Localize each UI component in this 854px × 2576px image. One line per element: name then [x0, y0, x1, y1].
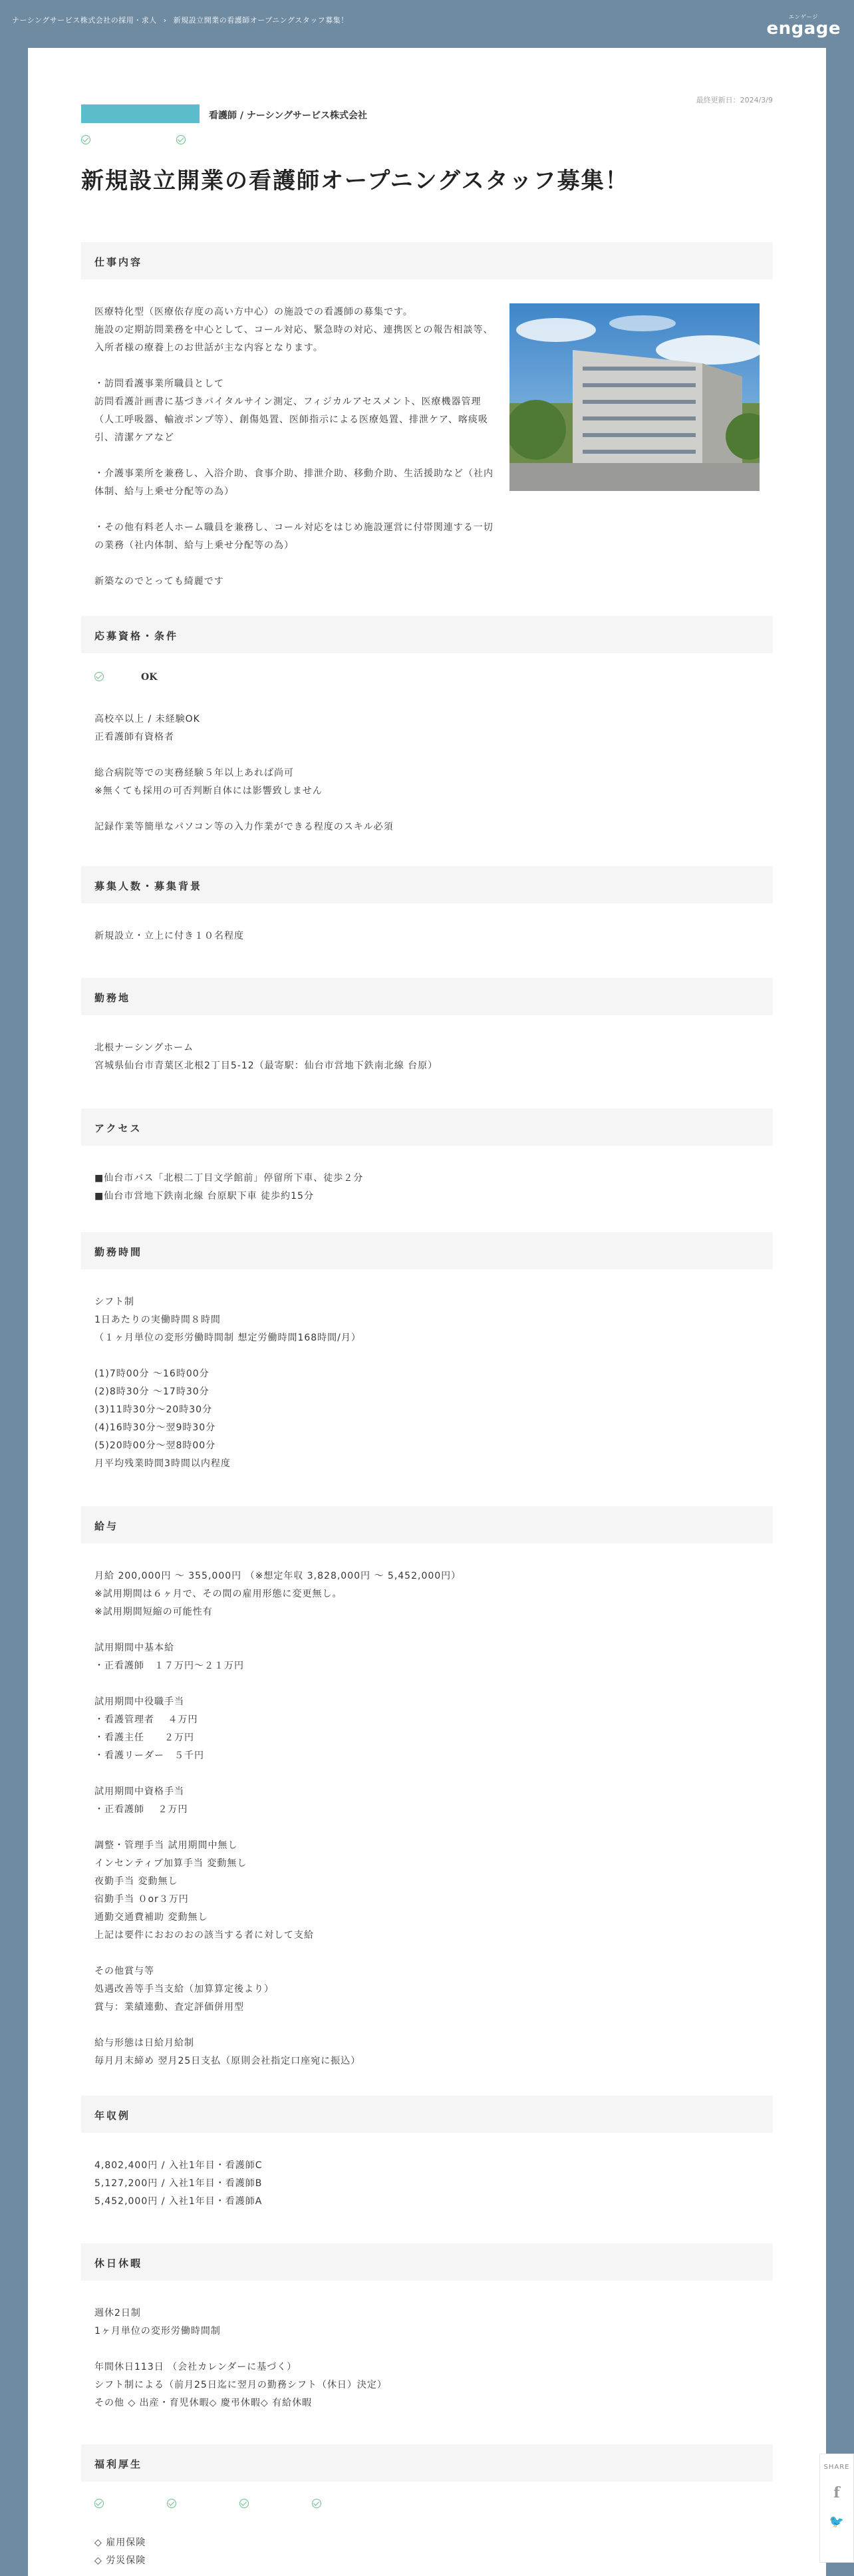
- section-heading-label: 募集人数・募集背景: [94, 880, 203, 892]
- section-heading-label: 給与: [94, 1520, 119, 1532]
- logo-katakana: エンゲージ: [788, 14, 819, 20]
- ok-label: OK: [141, 672, 158, 683]
- share-label: SHARE: [823, 2464, 850, 2471]
- check-icon: [81, 135, 90, 144]
- section-heading-welfare: [81, 2444, 773, 2482]
- location-text: 北根ナーシングホーム 宮城県仙台市青葉区北根2丁目5-12（最寄駅：仙台市営地下鉄南北線 台原）: [94, 1043, 438, 1071]
- section-heading-holidays: [81, 2243, 773, 2281]
- facebook-icon[interactable]: f: [833, 2484, 840, 2501]
- salary-text: 月給 200,000円 〜 355,000円 （※想定年収 3,828,000円 〜 5,452,000円） ※試用期間は６ヶ月で、その間の雇用形態に変更無し。 ※試用期間短縮の可能性有 試用期間中基本給 ・正看護師 １７万円〜２１万円 試用期間中役職手当 ・看護管理者 ４万円 ・看護主任 ２万円 ・看護リーダー ５千円 試用期間中資格手当 ・正看護師 ２万円 調整・管理手当 試用期間中無し インセンティブ加算手当 変動無し 夜勤手当 変動無し 宿勤手当 ０or３万円 通勤交通費補助 変動無し 上記は要件におおのおの該当する者に対して支給 その他賞与等 処遇改善等手当支給（加算算定後より） 賞与：業績連動、査定評価併用型 給与形態は日給月給制 毎月月末締め 翌月25日支払（原則会社指定口座宛に振込）: [94, 1571, 462, 2066]
- check-icon: [167, 2499, 176, 2508]
- ok-feature-row: [94, 672, 158, 684]
- section-heading-hours: [81, 1232, 773, 1269]
- section-heading-label: 休日休暇: [94, 2257, 143, 2269]
- job-card: [28, 48, 826, 2576]
- last-updated: 最終更新日：2024/3/9: [696, 96, 773, 104]
- section-heading-qualifications: [81, 616, 773, 653]
- feature-checks: [81, 134, 186, 147]
- annual-income-text: 4,802,400円 / 入社1年目・看護師C 5,127,200円 / 入社1年目・看護師B 5,452,000円 / 入社1年目・看護師A: [94, 2160, 263, 2207]
- section-heading-label: 応募資格・条件: [94, 630, 179, 642]
- section-heading-label: 福利厚生: [94, 2458, 143, 2470]
- check-icon: [312, 2499, 321, 2508]
- breadcrumb: [12, 15, 349, 25]
- page-title: 新規設立開業の看護師オープニングスタッフ募集！: [81, 168, 629, 194]
- section-heading-access: [81, 1108, 773, 1146]
- share-panel: [819, 2454, 854, 2563]
- check-icon: [94, 2499, 104, 2508]
- description-text: 医療特化型（医療依存度の高い方中心）の施設での看護師の募集です。 施設の定期訪問業務を中心として、コール対応、緊急時の対応、連携医との報告相談等、入所者様の療養上のお世話が主な内容となります。 ・訪問看護事業所職員として 訪問看護計画書に基づきバイタルサイン測定、フィジカルアセスメント、医療機器管理（人工呼吸器、輸液ポンプ等）、創傷処置、医師指示による医療処置、排泄ケア、喀痰吸引、清潔ケアなど ・介護事業所を兼務し、入浴介助、食事介助、排泄介助、移動介助、生活援助など（社内体制、給与上乗せ分配等の為） ・その他有料老人ホーム職員を兼務し、コール対応をはじめ施設運営に付帯関連する一切の業務（社内体制、給与上乗せ分配等の為） 新築なのでとっても綺麗です: [94, 307, 494, 587]
- section-heading-label: 年収例: [94, 2110, 131, 2122]
- welfare-text: ◇ 雇用保険 ◇ 労災保険: [94, 2537, 146, 2566]
- breadcrumb-separator: ›: [163, 16, 167, 25]
- facility-photo: [509, 303, 760, 491]
- check-icon: [176, 135, 186, 144]
- breadcrumb-company-link[interactable]: ナーシングサービス株式会社の採用・求人: [12, 16, 157, 25]
- section-heading-label: 勤務地: [94, 992, 131, 1004]
- section-heading-description: [81, 242, 773, 279]
- breadcrumb-current: 新規設立開業の看護師オープニングスタッフ募集！: [173, 16, 349, 25]
- section-heading-salary: [81, 1506, 773, 1543]
- section-heading-recruitment: [81, 866, 773, 903]
- job-company: 看護師 / ナーシングサービス株式会社: [209, 110, 367, 121]
- holidays-text: 週休2日制 1ヶ月単位の変形労働時間制 年間休日113日 （会社カレンダーに基づく） シフト制による（前月25日迄に翌月の勤務シフト（休日）決定） その他 ◇ 出産・育児休暇◇ 慶弔休暇◇ 有給休暇: [94, 2308, 387, 2408]
- logo-text: engage: [766, 19, 841, 39]
- section-heading-label: アクセス: [94, 1122, 142, 1134]
- section-heading-label: 仕事内容: [94, 256, 143, 268]
- recruitment-text: 新規設立・立上に付き１０名程度: [94, 931, 244, 941]
- hours-text: シフト制 1日あたりの実働時間８時間 （１ヶ月単位の変形労働時間制 想定労働時間168時間/月） (1)7時00分 〜16時00分 (2)8時30分 〜17時30分 (3)11時30分〜20時30分 (4)16時30分〜翌9時30分 (5)20時00分〜翌8時00分 月平均残業時間3時間以内程度: [94, 1297, 361, 1469]
- section-heading-annual: [81, 2096, 773, 2133]
- engage-logo[interactable]: [766, 13, 841, 37]
- qualifications-text: 高校卒以上 / 未経験OK 正看護師有資格者 総合病院等での実務経験５年以上あれば尚可 ※無くても採用の可否判断自体には影響致しません 記録作業等簡単なパソコン等の入力作業ができる程度のスキル必須: [94, 714, 394, 832]
- twitter-icon[interactable]: 🐦: [829, 2515, 845, 2529]
- welfare-feature-checks: [94, 2498, 321, 2511]
- top-bar: [0, 0, 854, 40]
- section-heading-label: 勤務時間: [94, 1246, 143, 1258]
- section-heading-location: [81, 978, 773, 1015]
- access-text: ■仙台市バス「北根二丁目文学館前」停留所下車、徒歩２分 ■仙台市営地下鉄南北線 台原駅下車 徒歩約15分: [94, 1173, 364, 1202]
- check-icon: [239, 2499, 249, 2508]
- check-icon: [94, 672, 104, 681]
- employment-type-bar: [81, 104, 200, 123]
